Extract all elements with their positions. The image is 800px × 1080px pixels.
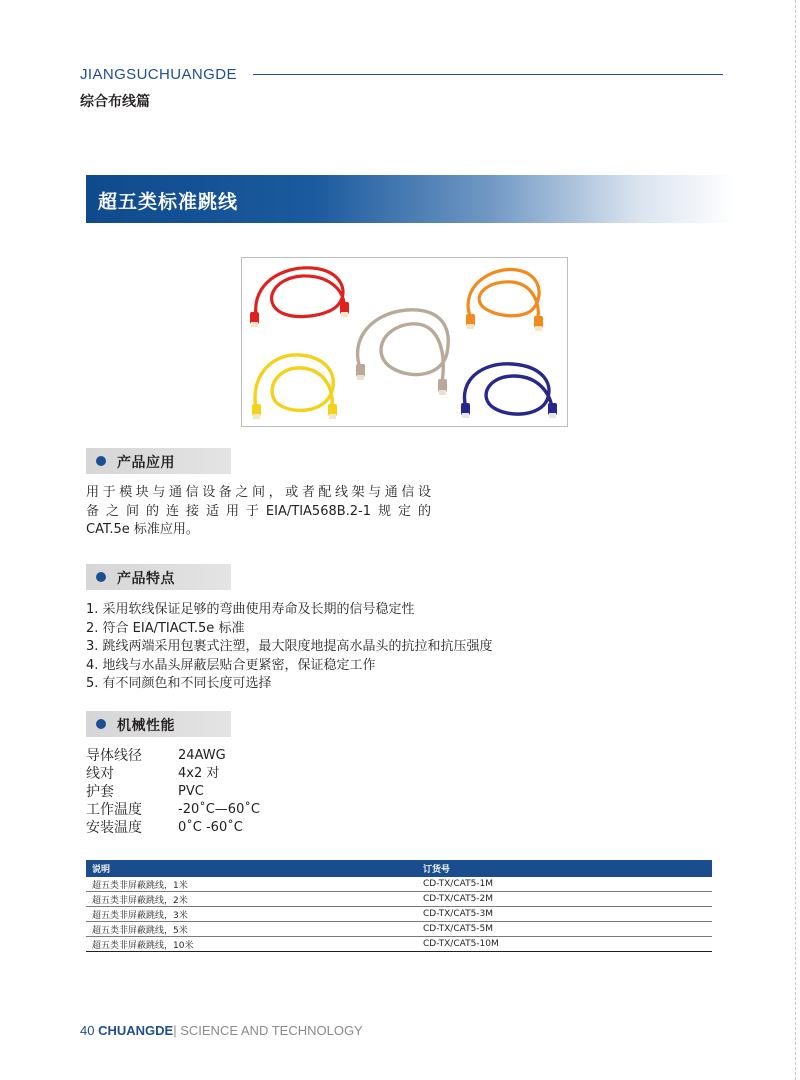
column-header-order-number: 订货号 (417, 860, 712, 877)
spec-key: 安装温度 (86, 820, 142, 836)
table-cell: CD-TX/CAT5-1M (417, 877, 712, 892)
yellow-cable-icon (252, 355, 337, 419)
features-list (86, 601, 646, 694)
spec-row (86, 783, 260, 801)
page-footer (80, 1023, 363, 1038)
bullet-dot-icon (96, 719, 106, 729)
table-row (86, 877, 712, 892)
header-rule (253, 74, 723, 75)
table-row (86, 937, 712, 952)
table-row (86, 922, 712, 937)
page-edge-marker (795, 0, 796, 1080)
spec-key: 工作温度 (86, 802, 142, 818)
feature-item: 1. 采用软线保证足够的弯曲使用寿命及长期的信号稳定性 (86, 602, 415, 617)
page-number: 40 (80, 1023, 95, 1038)
red-cable-icon (250, 268, 349, 327)
application-paragraph (86, 484, 431, 540)
table-cell: CD-TX/CAT5-3M (417, 907, 712, 922)
table-row (86, 892, 712, 907)
spec-value: PVC (178, 784, 204, 799)
feature-item: 2. 符合 EIA/TIACT.5e 标准 (86, 620, 245, 636)
gray-cable-icon (356, 310, 448, 395)
table-header-row (86, 860, 712, 877)
spec-value: -20˚C—60˚C (178, 802, 260, 817)
feature-item: 3. 跳线两端采用包裹式注塑，最大限度地提高水晶头的抗拉和抗压强度 (86, 639, 493, 654)
spec-value: 0˚C -60˚C (178, 820, 243, 835)
order-table (86, 860, 712, 952)
bullet-dot-icon (96, 456, 106, 466)
section-heading-application (86, 448, 231, 474)
table-cell: 超五类非屏蔽跳线，10米 (86, 937, 417, 952)
mechanical-specs (86, 747, 260, 837)
section-heading-features (86, 564, 231, 590)
table-row (86, 907, 712, 922)
table-cell: CD-TX/CAT5-5M (417, 922, 712, 937)
footer-brand: CHUANGDE (98, 1023, 174, 1038)
header-section-label: 综合布线篇 (80, 94, 150, 110)
table-cell: 超五类非屏蔽跳线，5米 (86, 922, 417, 937)
spec-value: 4x2 对 (178, 766, 220, 781)
section-heading-label: 机械性能 (117, 718, 175, 734)
bullet-dot-icon (96, 572, 106, 582)
spec-row (86, 801, 260, 819)
feature-item: 4. 地线与水晶头屏蔽层贴合更紧密，保证稳定工作 (86, 657, 376, 673)
table-cell: CD-TX/CAT5-2M (417, 892, 712, 907)
spec-value: 24AWG (178, 748, 226, 763)
footer-tagline: | SCIENCE AND TECHNOLOGY (173, 1023, 363, 1038)
spec-key: 护套 (86, 784, 114, 800)
application-line: 备之间的连接适用于EIA/TIA568B.2-1规定的 (86, 503, 431, 519)
table-cell: 超五类非屏蔽跳线，1米 (86, 877, 417, 892)
table-cell: 超五类非屏蔽跳线，3米 (86, 907, 417, 922)
spec-row (86, 819, 260, 837)
section-heading-mechanical (86, 711, 231, 737)
section-heading-label: 产品应用 (117, 455, 175, 471)
column-header-description: 说明 (86, 860, 417, 877)
application-line: CAT.5e 标准应用。 (86, 522, 199, 537)
page-title: 超五类标准跳线 (98, 191, 239, 213)
blue-cable-icon (461, 364, 557, 418)
section-heading-label: 产品特点 (117, 571, 175, 587)
spec-row (86, 765, 260, 783)
header-brand: JIANGSUCHUANGDE (80, 66, 237, 83)
spec-key: 导体线径 (86, 748, 142, 764)
spec-row (86, 747, 260, 765)
table-cell: 超五类非屏蔽跳线，2米 (86, 892, 417, 907)
orange-cable-icon (466, 269, 543, 331)
application-line: 用于模块与通信设备之间，或者配线架与通信设 (86, 485, 431, 500)
spec-key: 线对 (86, 766, 114, 782)
feature-item: 5. 有不同颜色和不同长度可选择 (86, 676, 272, 691)
product-photo (241, 257, 568, 427)
table-cell: CD-TX/CAT5-10M (417, 937, 712, 952)
